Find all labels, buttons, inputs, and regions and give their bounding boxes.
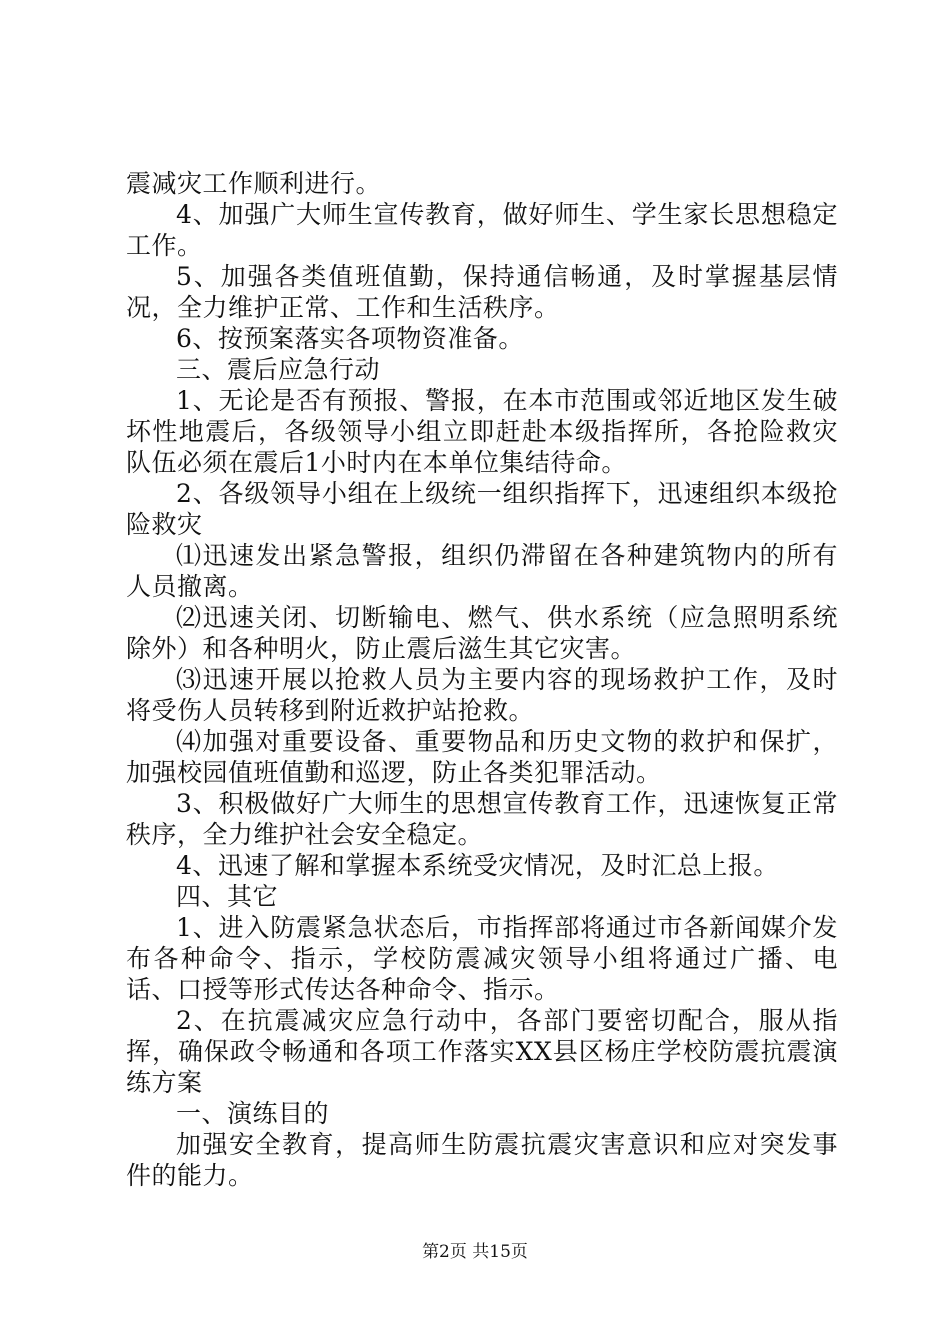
- sub-item-1: ⑴迅速发出紧急警报，组织仍滞留在各种建筑物内的所有人员撤离。: [126, 541, 838, 601]
- page-number-footer: 第2页 共15页: [422, 1242, 528, 1262]
- paragraph-other-2: 2、在抗震减灾应急行动中，各部门要密切配合，服从指挥，确保政令畅通和各项工作落实XX县区杨庄学校防震抗震演练方案: [126, 1006, 838, 1097]
- paragraph-item-4: 4、加强广大师生宣传教育，做好师生、学生家长思想稳定工作。: [126, 200, 838, 260]
- sub-item-4: ⑷加强对重要设备、重要物品和历史文物的救护和保扩，加强校园值班值勤和巡逻，防止各类犯罪活动。: [126, 727, 838, 787]
- sub-item-2: ⑵迅速关闭、切断输电、燃气、供水系统（应急照明系统除外）和各种明火，防止震后滋生其它灾害。: [126, 603, 838, 663]
- section-heading-drill-purpose: 一、演练目的: [176, 1099, 330, 1128]
- paragraph-drill-purpose: 加强安全教育，提高师生防震抗震灾害意识和应对突发事件的能力。: [126, 1130, 838, 1190]
- paragraph-item-3: 3、积极做好广大师生的思想宣传教育工作，迅速恢复正常秩序，全力维护社会安全稳定。: [126, 789, 838, 849]
- document-body: [126, 168, 838, 1191]
- paragraph-continuation: 震减灾工作顺利进行。: [126, 169, 382, 198]
- paragraph-other-1: 1、进入防震紧急状态后，市指挥部将通过市各新闻媒介发布各种命令、指示，学校防震减灾领导小组将通过广播、电话、口授等形式传达各种命令、指示。: [126, 913, 838, 1004]
- paragraph-item-6: 6、按预案落实各项物资准备。: [176, 324, 524, 353]
- paragraph-item-4b: 4、迅速了解和掌握本系统受灾情况，及时汇总上报。: [176, 851, 779, 880]
- paragraph-item-1: 1、无论是否有预报、警报，在本市范围或邻近地区发生破坏性地震后，各级领导小组立即赶赴本级指挥所，各抢险救灾队伍必须在震后1小时内在本单位集结待命。: [126, 386, 838, 477]
- paragraph-item-2: 2、各级领导小组在上级统一组织指挥下，迅速组织本级抢险救灾: [126, 479, 838, 539]
- section-heading-3: 三、震后应急行动: [176, 355, 381, 384]
- sub-item-3: ⑶迅速开展以抢救人员为主要内容的现场救护工作，及时将受伤人员转移到附近救护站抢救。: [126, 665, 838, 725]
- paragraph-item-5: 5、加强各类值班值勤，保持通信畅通，及时掌握基层情况，全力维护正常、工作和生活秩序。: [126, 262, 838, 322]
- section-heading-4: 四、其它: [176, 882, 279, 911]
